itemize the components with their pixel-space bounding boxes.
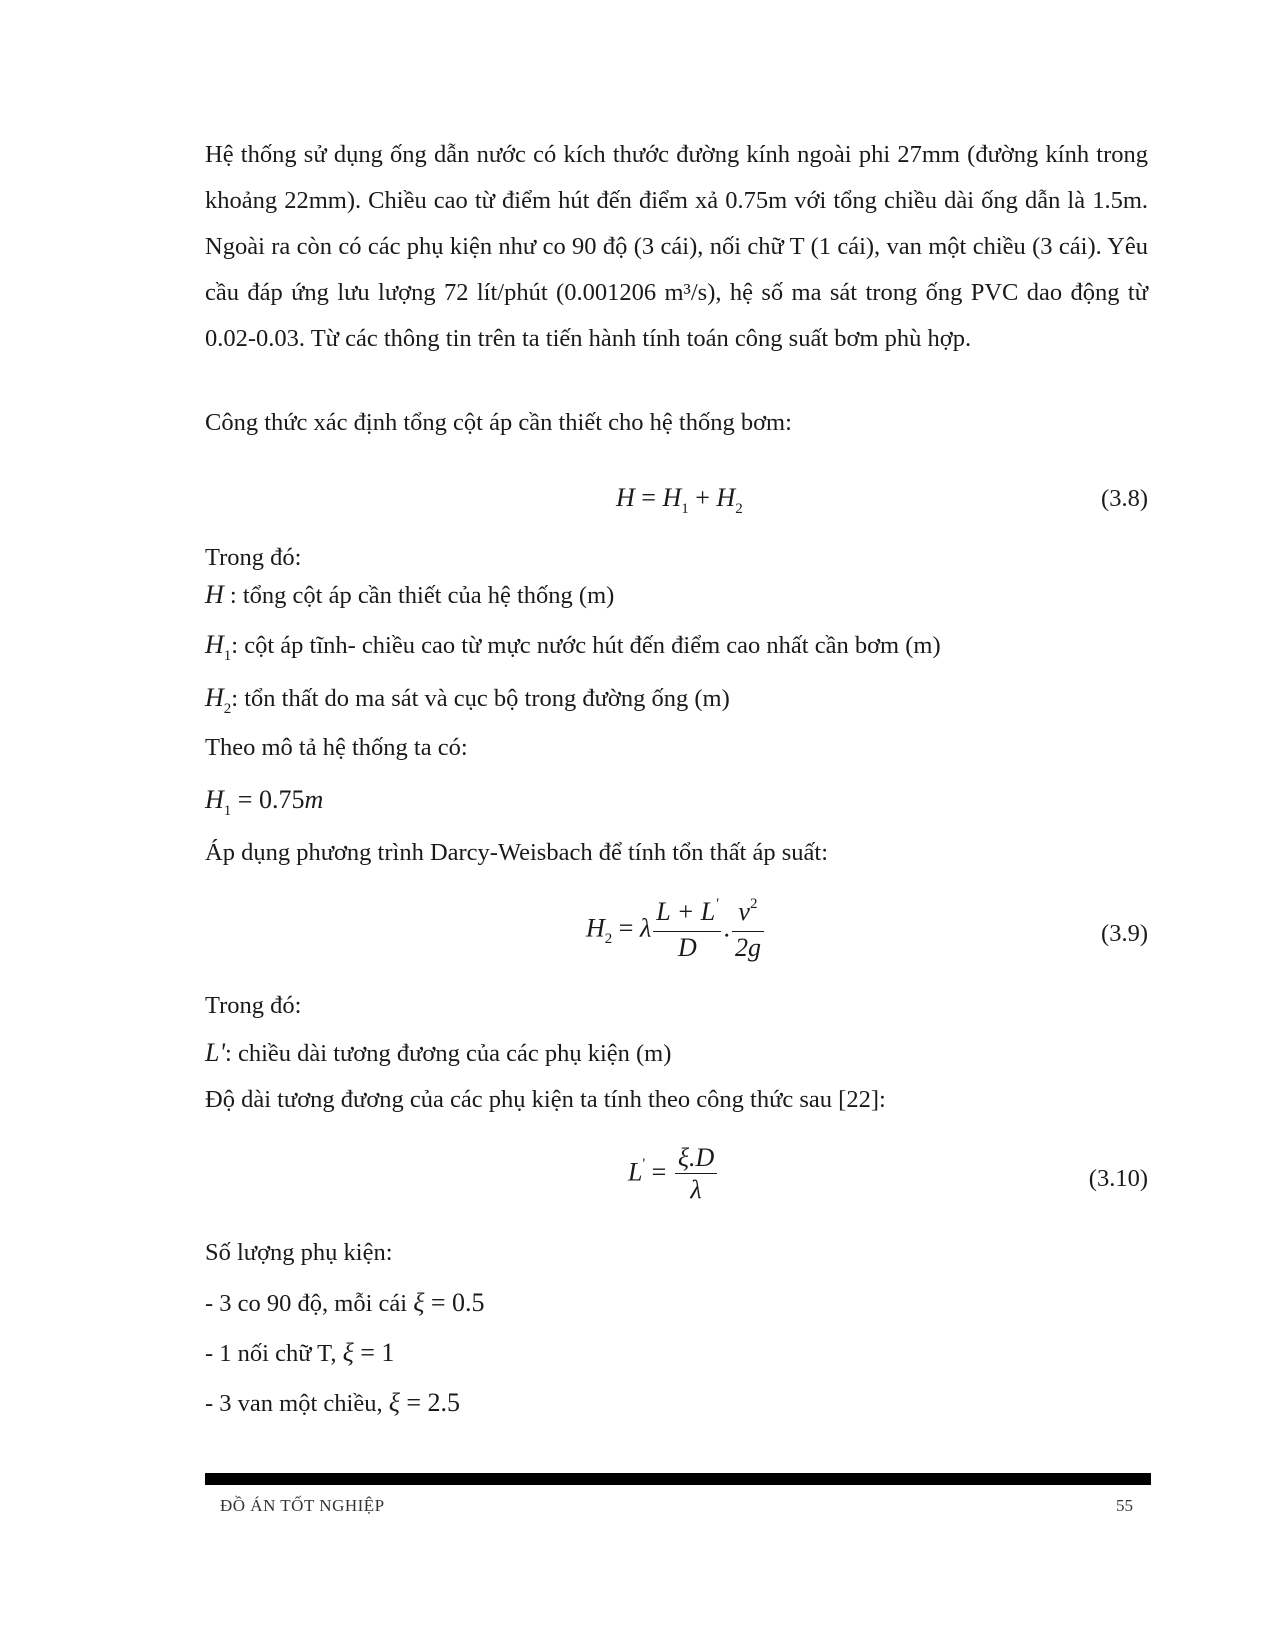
equation-3-8	[616, 483, 743, 517]
footer-title: ĐỒ ÁN TỐT NGHIỆP	[220, 1496, 385, 1515]
fitting-tee-text: - 1 nối chữ T,	[205, 1340, 343, 1367]
eq39-lhs: H	[586, 913, 605, 943]
equation-3-9	[586, 897, 766, 964]
eq38-h2-sub: 2	[735, 501, 743, 517]
def-H-text: : tổng cột áp cần thiết của hệ thống (m)	[223, 582, 615, 609]
eq310-fraction	[675, 1143, 717, 1206]
equation-3-10	[628, 1143, 719, 1206]
h1-value-symbol: H	[205, 785, 224, 814]
equivalent-length-intro: Độ dài tương đương của các phụ kiện ta tính theo công thức sau [22]:	[205, 1086, 886, 1113]
fitting-item-check-valve	[205, 1380, 460, 1427]
fittings-title: Số lượng phụ kiện:	[205, 1239, 393, 1266]
def-H2-sub: 2	[223, 701, 232, 717]
fitting-elbow-xi: ξ	[413, 1288, 425, 1317]
eq39-den1: D	[677, 933, 697, 962]
eq39-lambda: λ	[639, 913, 652, 943]
definition-H1	[205, 622, 941, 672]
eq38-plus: +	[695, 483, 710, 512]
eq38-h2: H	[716, 483, 736, 512]
definition-L-prime	[205, 1030, 671, 1077]
eq310-equals: =	[651, 1157, 667, 1187]
eq38-lhs: H	[616, 483, 635, 512]
page-number: 55	[1116, 1496, 1133, 1515]
def-H2-symbol: H	[205, 683, 224, 712]
def-H-symbol: H	[205, 580, 224, 609]
eq39-fraction-1	[653, 897, 721, 964]
h1-value	[205, 777, 323, 827]
equation-number-3-10: (3.10)	[1088, 1165, 1148, 1192]
eq39-num2-sup: 2	[749, 896, 758, 912]
fitting-elbow-text: - 3 co 90 độ, mỗi cái	[205, 1290, 414, 1317]
fitting-item-elbow	[205, 1280, 485, 1327]
fitting-elbow-value: = 0.5	[424, 1288, 485, 1317]
equation-number-3-9: (3.9)	[1101, 920, 1148, 947]
fitting-valve-value: = 2.5	[399, 1388, 461, 1417]
def-H1-symbol: H	[205, 630, 224, 659]
h1-value-unit: m	[304, 785, 324, 814]
eq39-den2: 2g	[734, 933, 761, 962]
definition-H	[205, 572, 614, 619]
def-H1-sub: 1	[223, 648, 232, 664]
eq39-num2: $v^2$	[732, 897, 764, 932]
fitting-valve-xi: ξ	[388, 1388, 400, 1417]
intro-paragraph: Hệ thống sử dụng ống dẫn nước có kích thước đường kính ngoài phi 27mm (đường kính trong khoảng 22mm). Chiều cao từ điểm hút đến điểm xả 0.75m với tổng chiều dài ống dẫn là 1.5m. Ngoài ra còn có các phụ kiện như co 90 độ (3 cái), nối chữ T (1 cái), van một chiều (3 cái). Yêu cầu đáp ứng lưu lượng 72 lít/phút (0.001206 m³/s), hệ số ma sát trong ống PVC dao động từ 0.02-0.03. Từ các thông tin trên ta tiến hành tính toán công suất bơm phù hợp.	[205, 141, 1148, 352]
eq310-den: λ	[690, 1175, 702, 1204]
fitting-valve-text: - 3 van một chiều,	[205, 1390, 389, 1417]
h1-value-sub: 1	[223, 803, 232, 819]
eq39-fraction-2	[732, 897, 764, 964]
definition-H2	[205, 675, 730, 725]
darcy-intro: Áp dụng phương trình Darcy-Weisbach để tính tổn thất áp suất:	[205, 839, 829, 866]
h1-value-number: = 0.75	[231, 785, 305, 814]
equation-number-3-8: (3.8)	[1101, 485, 1148, 512]
eq39-equals: =	[618, 913, 634, 943]
eq39-dot: .	[723, 913, 730, 943]
def-L-text: : chiều dài tương đương của các phụ kiện (m)	[225, 1040, 672, 1067]
fitting-tee-value: = 1	[353, 1338, 395, 1367]
fitting-tee-xi: ξ	[342, 1338, 354, 1367]
eq38-equals: =	[641, 483, 663, 512]
eq38-h1-sub: 1	[681, 501, 689, 517]
eq39-prime: '	[715, 896, 719, 912]
eq310-lhs: L	[628, 1157, 643, 1187]
where-label-2: Trong đó:	[205, 992, 302, 1019]
eq39-lhs-sub: 2	[604, 931, 613, 948]
system-description: Theo mô tả hệ thống ta có:	[205, 734, 468, 761]
eq310-num: ξ.D	[675, 1143, 717, 1174]
fitting-item-tee	[205, 1330, 394, 1377]
formula-intro: Công thức xác định tổng cột áp cần thiết cho hệ thống bơm:	[205, 409, 792, 436]
def-H1-text: : cột áp tĩnh- chiều cao từ mực nước hút đến điểm cao nhất cần bơm (m)	[231, 632, 941, 659]
eq39-num1: L + L'	[653, 897, 721, 932]
footer-divider	[205, 1473, 1151, 1485]
def-L-symbol: L'	[205, 1038, 226, 1067]
eq38-h1: H	[662, 483, 682, 512]
where-label-1: Trong đó:	[205, 544, 302, 571]
def-H2-text: : tổn thất do ma sát và cục bộ trong đường ống (m)	[231, 685, 730, 712]
eq310-prime: '	[642, 1156, 646, 1173]
